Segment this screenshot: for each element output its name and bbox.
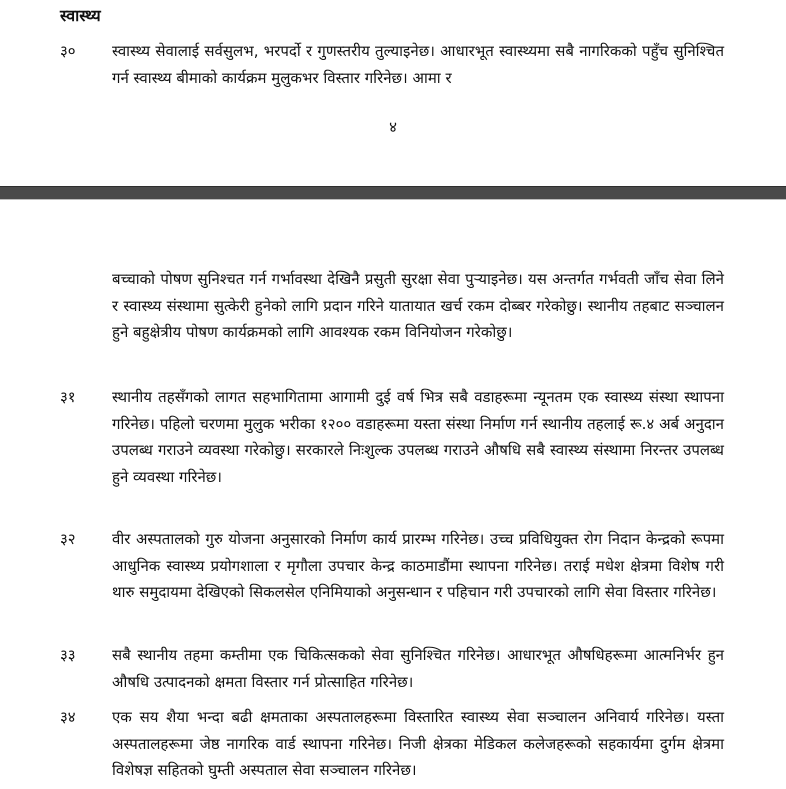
page-number: ४ <box>389 118 397 136</box>
section-heading: स्वास्थ्य <box>60 6 101 25</box>
paragraph-number: ३४ <box>60 708 76 726</box>
paragraph-text: बच्चाको पोषण सुनिश्चत गर्न गर्भावस्था देखिनै प्रसुती सुरक्षा सेवा पुऱ्याइनेछ। यस अन्तर्गत गर्भवती जाँच सेवा लिने र स्वास्थ्य संस्थामा सुत्केरी हुनेको लागि प्रदान गरिने यातायात खर्च रकम दोब्बर गरेकोछु। स्थानीय तहबाट सञ्चालन हुने बहुक्षेत्रीय पोषण कार्यक्रमको लागि आवश्यक रकम विनियोजन गरेकोछु। <box>112 270 724 341</box>
paragraph-text: सबै स्थानीय तहमा कम्तीमा एक चिकित्सकको सेवा सुनिश्चित गरिनेछ। आधारभूत औषधिहरूमा आत्मनिर्भर हुन औषधि उत्पादनको क्षमता विस्तार गर्न प्रोत्साहित गरिनेछ। <box>112 646 724 691</box>
paragraph-text: स्वास्थ्य सेवालाई सर्वसुलभ, भरपर्दो र गुणस्तरीय तुल्याइनेछ। आधारभूत स्वास्थ्यमा सबै नागरिकको पहुँच सुनिश्चित गर्न स्वास्थ्य बीमाको कार्यक्रम मुलुकभर विस्तार गरिनेछ। आमा र <box>112 42 724 87</box>
paragraph-number: ३२ <box>60 530 76 548</box>
paragraph-text: वीर अस्पतालको गुरु योजना अनुसारको निर्माण कार्य प्रारम्भ गरिनेछ। उच्च प्रविधियुक्त रोग निदान केन्द्रको रूपमा आधुनिक स्वास्थ्य प्रयोगशाला र मृगौला उपचार केन्द्र काठमाडौंमा स्थापना गरिनेछ। तराई मधेश क्षेत्रमा विशेष गरी थारु समुदायमा देखिएको सिकलसेल एनिमियाको अनुसन्धान र पहिचान गरी उपचारको लागि सेवा विस्तार गरिनेछ। <box>112 530 724 601</box>
paragraph-number: ३० <box>60 42 76 60</box>
paragraph-number: ३१ <box>60 388 76 406</box>
paragraph-text: एक सय शैया भन्दा बढी क्षमताका अस्पतालहरूमा विस्तारित स्वास्थ्य सेवा सञ्चालन अनिवार्य गरिनेछ। यस्ता अस्पतालहरूमा जेष्ठ नागरिक वार्ड स्थापना गरिनेछ। निजी क्षेत्रका मेडिकल कलेजहरूको सहकार्यमा दुर्गम क्षेत्रमा विशेषज्ञ सहितको घुम्ती अस्पताल सेवा सञ्चालन गरिनेछ। <box>112 708 724 779</box>
document-page-top <box>0 0 786 186</box>
paragraph-text: स्थानीय तहसँगको लागत सहभागितामा आगामी दुई वर्ष भित्र सबै वडाहरूमा न्यूनतम एक स्वास्थ्य संस्था स्थापना गरिनेछ। पहिलो चरणमा मुलुक भरीका १२०० वडाहरूमा यस्ता संस्था निर्माण गर्न स्थानीय तहलाई रू.४ अर्ब अनुदान उपलब्ध गराउने व्यवस्था गरेकोछु। सरकारले निःशुल्क उपलब्ध गराउने औषधि सबै स्वास्थ्य संस्थामा निरन्तर उपलब्ध हुने व्यवस्था गरिनेछ। <box>112 388 724 486</box>
page-separator <box>0 186 786 200</box>
document-page-bottom <box>0 200 786 789</box>
paragraph-number: ३३ <box>60 646 76 664</box>
